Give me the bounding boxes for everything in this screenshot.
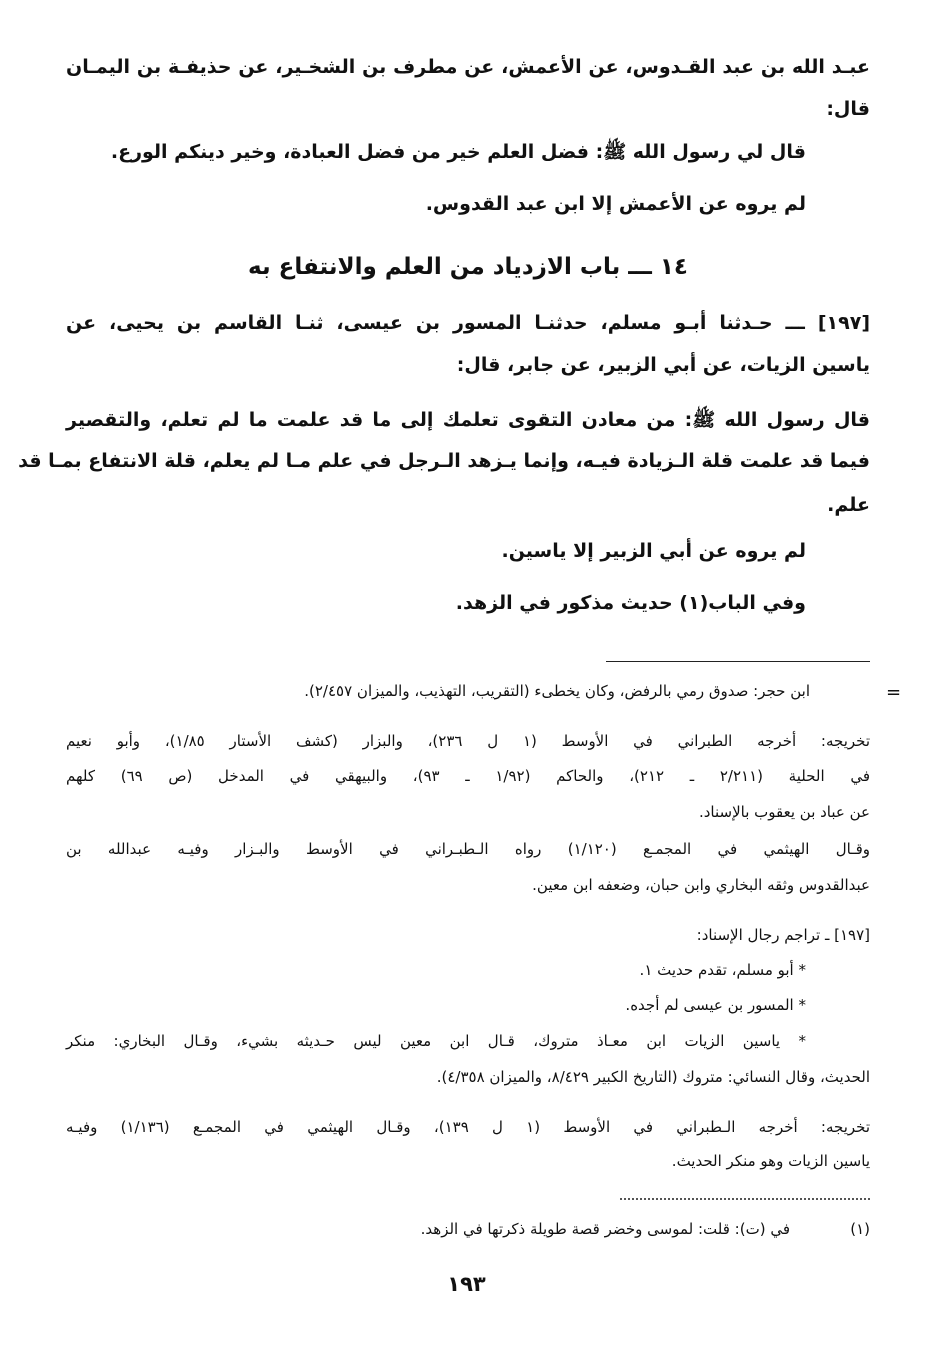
footnote-text: في (ت): قلت: لموسى وخضر قصة طويلة ذكرتها في الزهد. [420, 1220, 790, 1238]
note-line: الحديث، وقال النسائي: متروك (التاريخ الكبير ٨/٤٢٩، والميزان ٤/٣٥٨). [436, 1068, 870, 1086]
note-line: في الحلية (٢/٢١١ ـ ٢١٢)، والحاكم (١/٩٢ ـ ٩٣)، والبيهقي في المدخل (ص ٦٩) كلهم [66, 767, 871, 785]
text-line: قال: [826, 98, 870, 120]
margin-mark: = [886, 682, 902, 703]
note-line: عن عباد بن يعقوب بالإسناد. [698, 803, 870, 821]
note-line: ياسين الزيات وهو منكر الحديث. [671, 1152, 870, 1170]
hadith-matn-line: قال رسول الله ﷺ: من معادن التقوى تعلمك إلى ما قد علمت ما لم تعلم، والتقصير [66, 409, 870, 431]
narrator-item: * ياسين الزيات ابن معـاذ متروك، قـال ابن معين ليس حـديثه بشيء، وقـال البخاري: منكر [66, 1032, 806, 1050]
narrators-heading: [١٩٧] ـ تراجم رجال الإسناد: [696, 926, 870, 944]
note-line: ابن حجر: صدوق رمي بالرفض، وكان يخطىء (التقريب، التهذيب، والميزان ٢/٤٥٧). [304, 682, 810, 700]
text-line: لم يروه عن أبي الزبير إلا ياسين. [501, 540, 806, 562]
page-number: ١٩٣ [447, 1272, 486, 1296]
footnote-marker: (١) [850, 1220, 870, 1238]
hadith-isnad-line: ياسين الزيات، عن أبي الزبير، عن جابر، قال: [456, 354, 870, 376]
note-line: وقـال الهيثمي في المجمـع (١/١٢٠) رواه الـطبـراني في الأوسط والبـزار وفيـه عبدالله بن [66, 840, 870, 858]
hadith-matn-line: فيما قد علمت قلة الـزيادة فيـه، وإنما يـزهد الـرجل في علم مـا لم يعلم، قلة الانتفاع بمـا قد [18, 450, 870, 472]
narrator-item: * أبو مسلم، تقدم حديث ١. [639, 961, 806, 979]
narrator-item: * المسور بن عيسى لم أجده. [625, 996, 806, 1014]
note-line: تخريجه: أخرجه الـطبراني في الأوسط (١ ل ١٣٩)، وقـال الهيثمي في المجمـع (١/١٣٦) وفيـه [66, 1118, 871, 1136]
chapter-title: ١٤ ـــ باب الازدياد من العلم والانتفاع به [248, 254, 688, 280]
note-line: عبدالقدوس وثقه البخاري وابن حبان، وضعفه ابن معين. [532, 876, 870, 894]
text-line: عبـد الله بن عبد القـدوس، عن الأعمش، عن مطرف بن الشخـير، عن حذيفـة بن اليمـان [66, 56, 870, 78]
note-line: تخريجه: أخرجه الطبراني في الأوسط (١ ل ٢٣٦)، والبزار (كشف الأستار ١/٨٥)، وأبو نعيم [66, 732, 870, 750]
footnote-separator [620, 1198, 870, 1200]
hadith-matn-line: علم. [827, 494, 870, 516]
text-line: لم يروه عن الأعمش إلا ابن عبد القدوس. [425, 193, 806, 215]
hadith-text-line: قال لي رسول الله ﷺ: فضل العلم خير من فضل العبادة، وخير دينكم الورع. [110, 141, 806, 163]
notes-separator [606, 661, 870, 662]
text-line: وفي الباب(١) حديث مذكور في الزهد. [455, 592, 806, 614]
hadith-isnad-line: [١٩٧] ـــ حـدثنا أبـو مسلم، حدثنـا المسور بن عيسى، ثنـا القاسم بن يحيى، عن [66, 312, 870, 334]
